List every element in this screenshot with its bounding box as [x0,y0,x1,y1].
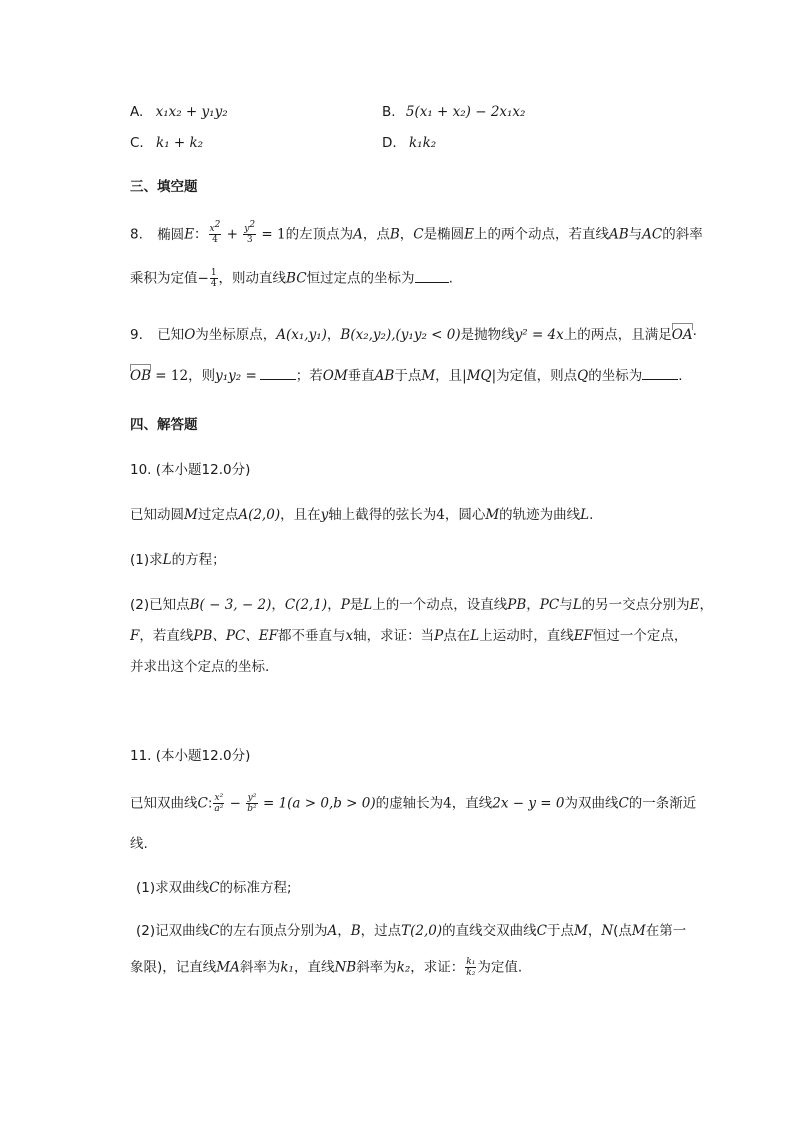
q10-p2-l: L [363,597,373,613]
option-b [382,102,525,122]
q9-p6: ，则 [188,368,216,384]
q9-p8: 垂直 [347,368,375,384]
q10-p2h: 的另一交点分别为 [581,597,690,613]
q9-p1: 已知 [157,327,185,343]
q11-stem-line2: 线. [130,836,148,852]
q9-p11: 为定值，则点 [496,368,578,384]
q11-ma: MA [216,959,240,976]
q10-p2c: ， [327,597,341,613]
q8-text8: 的斜率 [662,226,703,243]
q10-ef: EF [573,628,593,644]
q9-number: 9. [130,327,143,343]
q11-s1a: 已知双曲线 [130,795,198,812]
q11-l2f: 为定值. [477,959,523,976]
option-c-expr: k₁ + k₂ [156,135,204,151]
q8-frac-x: $\frac{x^2}{4}$ [209,220,221,245]
q11-part2-line2 [130,957,522,987]
q8-minus: − [197,270,209,287]
q10-point-c: C(2,1) [284,597,328,613]
q10-p2: P [434,628,444,644]
q11-b: B [350,923,361,939]
q8-text7: 与 [628,226,643,243]
option-d-label: D. [382,135,397,151]
q8-number: 8. [130,226,143,243]
q9-dot: · [692,327,697,343]
q9-p7: ；若 [295,368,323,384]
q10-s1e: ，圆心 [444,507,486,523]
q11-l2e: ，求证： [410,959,465,976]
q11-s1e: ，直线 [451,795,493,812]
q9-p5: 上的两点，且满足 [563,327,672,343]
q8-a: A [353,226,363,243]
q8-text: 椭圆 [157,226,185,243]
q11-p2-c: C [209,923,220,939]
q10-part1a: (1)求 [130,552,163,568]
q9-p4: 是抛物线 [460,327,515,343]
q11-point-t: T(2,0) [401,923,443,939]
option-b-expr: 5(x₁ + x₂) − 2x₁x₂ [405,104,526,120]
q11-p2d: ，过点 [360,923,402,939]
q8-line1: 8. 椭圆E： $\frac{x^2}{4}$ + $\frac{y^2}{3}$ = 1的左顶点为A，点B，C是椭圆E上的两个动点，若直线AB与AC的斜率 [130,220,703,245]
section-title-fill-in: 三、填空题 [130,179,198,195]
q10-l2a: ，若直线 [139,628,194,644]
q9-ab: AB [374,368,395,384]
q10-l2d: 轴，求证：当 [353,628,435,644]
q10-p: P [340,597,350,613]
q11-part2-line1 [136,921,686,941]
q8-l2c: 恒过定点的坐标为 [306,270,415,287]
section-title-answer: 四、解答题 [130,417,198,433]
q10-p2b: ， [271,597,285,613]
q10-m2: M [485,507,500,523]
q11-n: N [601,923,614,939]
q10-part2-line1 [130,595,713,615]
q11-s1g: 的一条渐近 [628,795,697,812]
q9-q: Q [577,368,589,384]
q8-frac-y: $\frac{y^2}{3}$ [244,220,256,245]
q8-ac: AC [642,226,663,243]
q11-frac-y: $\frac{\text{y²}}{\text{b²}}$ [247,793,257,814]
q9-answer-blank-2[interactable] [642,367,678,380]
q10-l2e: 点在 [443,628,471,644]
q10-l: L [580,507,590,523]
q8-c: C [413,226,424,243]
q8-text6: 上的两个动点，若直线 [473,226,609,243]
q8-e: E [184,226,195,243]
q11-p2e: 的直线交双曲线 [442,923,537,939]
q11-part1b: 的标准方程; [219,880,292,896]
q10-y: y [320,507,329,523]
q11-p2h: (点 [613,923,632,939]
q11-c2: C [618,795,629,812]
q10-p2g: 与 [559,597,573,613]
q8-bc: BC [286,270,307,287]
q10-pc: PC [539,597,560,613]
q10-l2c: 都不垂直与 [278,628,346,644]
q10-s1a: 已知动圆 [130,507,184,523]
q10-l2b: PB、PC、EF [193,628,279,644]
q9-answer-blank-1[interactable] [260,367,296,380]
q11-line: 2x − y = 0 [492,795,565,812]
q9-p9: 于点 [394,368,422,384]
q8-colon: ： [194,226,208,243]
q10-pb: PB [507,597,527,613]
q9-end: . [678,368,683,384]
q8-end: . [448,270,453,287]
q10-part1b: 的方程； [171,552,226,568]
q10-l2f: 上运动时，直线 [479,628,574,644]
q9-p12: 的坐标为 [588,368,643,384]
q9-b-point: B(x₂,y₂),(y₁y₂ < 0) [340,327,461,343]
q10-part2-line2 [130,626,687,646]
q11-s1f: 为双曲线 [564,795,619,812]
option-c-label: C. [130,135,144,151]
q11-part1 [136,878,292,898]
option-d-expr: k₁k₂ [408,135,437,151]
q9-p10: ，且 [435,368,463,384]
q11-p2f: 于点 [547,923,574,939]
q8-text4: ， [399,226,414,243]
q11-k2: k₂ [396,959,411,976]
q9-vector-oa: OA [671,327,693,343]
q11-k1: k₁ [280,959,294,976]
q10-header: 10. (本小题12.0分) [130,462,251,478]
q10-part1-l: L [162,552,172,568]
q8-l2b: ，则动直线 [218,270,287,287]
q9-m: M [421,368,436,384]
q11-s1c: = 1(a > 0,b > 0) [258,795,376,812]
q10-l2g: 恒过一个定点， [592,628,688,644]
q10-p2a: (2)已知点 [130,597,190,613]
q11-s1b: : [207,795,213,812]
q11-frac-x: $\frac{\text{x²}}{\text{a²}}$ [214,793,224,814]
q8-text2: 的左顶点为 [285,226,354,243]
q9-eq12: = 12 [151,368,189,384]
q8-text5: 是椭圆 [423,226,465,243]
q10-p2-l2: L [572,597,582,613]
q8-text3: ，点 [362,226,390,243]
q11-s1d: 的虚轴长为 [375,795,444,812]
q8-e2: E [464,226,474,243]
q10-four: 4 [436,507,445,523]
q8-l2a: 乘积为定值 [130,270,198,287]
q11-four: 4 [443,795,452,812]
q11-p2c: ， [337,923,351,939]
q10-part2-line3: 并求出这个定点的坐标. [130,659,270,675]
q9-p3: ， [326,327,341,343]
q10-p2i: ， [699,597,714,613]
q10-point-a: A(2,0) [238,507,281,523]
q10-s1c: ，且在 [280,507,321,523]
q9-vector-ob: OB [130,368,151,384]
q11-p2-c2: C [536,923,547,939]
option-b-label: B. [382,104,396,120]
q8-b: B [389,226,400,243]
q9-om: OM [322,368,348,384]
q10-s1d: 轴上截得的弦长为 [328,507,437,523]
q10-s1g: . [589,507,594,523]
q9-mq: |MQ| [462,368,497,384]
q9-line2 [130,366,683,386]
q11-p2i: 在第一 [645,923,687,939]
q10-s1b: 过定点 [197,507,239,523]
option-a [130,102,228,122]
q10-point-b: B( − 3, − 2) [189,597,272,613]
q11-m2: M [631,923,646,939]
q10-stem [130,505,593,525]
q10-m: M [184,507,198,523]
q10-p2e: 上的一个动点，设直线 [372,597,508,613]
option-c [130,133,203,153]
q11-c: C [197,795,208,812]
q11-p2b: 的左右顶点分别为 [219,923,328,939]
q8-frac-quarter: $\frac{1}{4}$ [210,268,217,289]
q11-p2g: ， [587,923,602,939]
option-a-label: A. [130,104,144,120]
q11-frac-k: $\frac{\text{k₁}}{\text{k₂}}$ [466,957,476,978]
q8-ab: AB [608,226,629,243]
q10-e: E [689,597,700,613]
q9-parabola: y² = 4x [514,327,564,343]
option-a-expr: x₁x₂ + y₁y₂ [155,104,228,120]
q9-o: O [184,327,196,343]
q9-a-point: A(x₁,y₁) [276,327,327,343]
q10-p2d: 是 [349,597,364,613]
q11-l2d: 斜率为 [356,959,397,976]
q11-part1a: (1)求双曲线 [136,880,210,896]
q9-line1 [130,325,697,345]
q11-nb: NB [334,959,357,976]
q11-l2c: ，直线 [293,959,335,976]
q11-m: M [574,923,588,939]
q11-header: 11. (本小题12.0分) [130,748,251,764]
q8-line2 [130,268,453,294]
q10-p2f: ， [526,597,540,613]
q10-part1 [130,550,226,570]
q8-answer-blank[interactable] [415,270,449,283]
q10-s1f: 的轨迹为曲线 [499,507,581,523]
q10-l3: L [470,628,480,644]
q11-l2a: 象限)，记直线 [130,959,217,976]
q9-y1y2: y₁y₂ = [215,368,257,384]
q11-l2b: 斜率为 [239,959,281,976]
q10-f: F [130,628,140,644]
q11-p2a: (2)记双曲线 [136,923,210,939]
option-d [382,133,436,153]
q10-x: x [345,628,354,644]
q11-a: A [327,923,338,939]
q9-p2: 为坐标原点， [195,327,277,343]
q11-part1-c: C [209,880,220,896]
q11-stem: 已知双曲线C: $\frac{\text{x²}}{\text{a²}}$ − $\frac{\text{y²}}{\text{b²}}$ = 1(a > 0,b > 0)的虚轴长为4，直线2x − y = 0为双曲线C的一条渐近 [130,793,697,814]
